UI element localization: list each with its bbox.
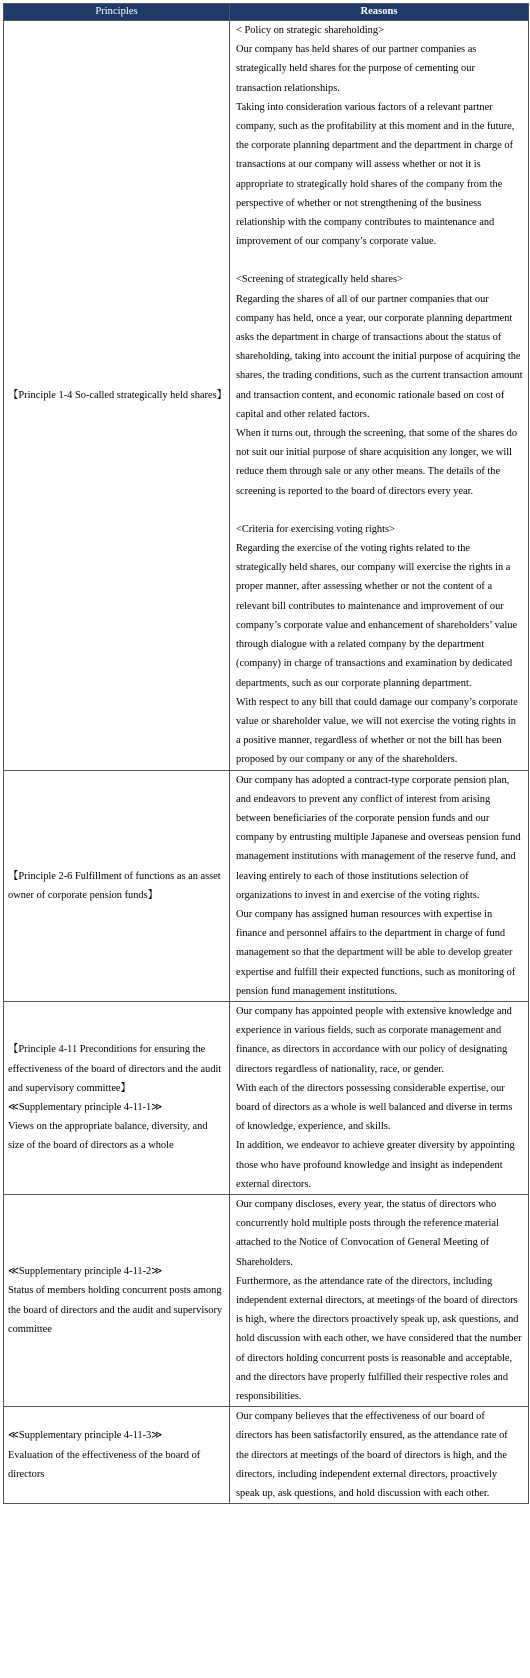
principle-text: Evaluation of the effectiveness of the board of directors (8, 1449, 201, 1480)
principles-reasons-table (3, 3, 529, 1504)
reason-paragraph: Our company has assigned human resources with expertise in finance and personnel affairs to the department in charge of fund management so that the department will be able to develop greater expertise and fulfill their expected functions, such as monitoring of pension fund management institutions. (236, 908, 516, 997)
reason-paragraph: Our company has appointed people with extensive knowledge and experience in various fields, such as corporate management and finance, as directors in accordance with our policy of designating directors regardless of nationality, race, or gender. (236, 1005, 512, 1075)
reasons-cell (230, 1194, 529, 1406)
principle-text: ≪Supplementary principle 4-11-3≫ (8, 1430, 163, 1442)
reasons-cell (230, 770, 529, 1001)
reason-paragraph: <Criteria for exercising voting rights> (236, 523, 395, 535)
reason-paragraph: < Policy on strategic shareholding> (236, 25, 384, 36)
governance-table-container (3, 3, 528, 1504)
principle-text: ≪Supplementary principle 4-11-1≫ (8, 1101, 163, 1113)
reason-paragraph: Regarding the shares of all of our partner companies that our company has held, once a year, our corporate planning department asks the department in charge of transactions about the status of shareholding, taking into account the initial purpose of acquiring the shares, the trading conditions, such as the current transaction amount and transaction content, and economic rationale based on cost of capital and other related factors. (236, 293, 523, 420)
table-row (4, 1194, 529, 1406)
reason-paragraph: Our company has adopted a contract-type corporate pension plan, and endeavors to prevent any conflict of interest from arising between beneficiaries of the corporate pension funds and our company by entrusting multiple Japanese and overseas pension fund management institutions with management of the reserve fund, and leaving entirely to each of those institutions selection of organizations to invest in and exercise of the voting rights. (236, 774, 521, 901)
principle-cell (4, 1194, 230, 1406)
reason-paragraph: When it turns out, through the screening, that some of the shares do not suit our initial purpose of share acquisition any longer, we will reduce them through sale or any other means. The details of the screening is reported to the board of directors every year. (236, 428, 518, 497)
table-row (4, 1407, 529, 1504)
reasons-column-header: Reasons (230, 4, 529, 21)
principle-text: Views on the appropriate balance, diversity, and size of the board of directors as a whole (8, 1121, 208, 1152)
principle-cell (4, 770, 230, 1001)
reason-paragraph: Our company believes that the effectiveness of our board of directors has been satisfactorily ensured, as the attendance rate of the directors at meetings of the board of directors is high, and the directors, including independent external directors, proactively speak up, ask questions, and hold discussion with each other. (236, 1411, 508, 1500)
reason-paragraph: Our company has held shares of our partner companies as strategically held shares for the purpose of cementing our transaction relationships. (236, 44, 477, 94)
principle-text: 【Principle 2-6 Fulfillment of functions as an asset owner of corporate pension funds】 (8, 870, 221, 901)
principle-cell (4, 1407, 230, 1504)
table-body (4, 21, 529, 1504)
table-row (4, 1001, 529, 1194)
principles-column-header: Principles (4, 4, 230, 21)
reason-paragraph: In addition, we endeavor to achieve greater diversity by appointing those who have profound knowledge and insight as independent external directors. (236, 1140, 515, 1190)
paragraph-gap (236, 501, 523, 520)
reason-paragraph: Regarding the exercise of the voting rights related to the strategically held shares, our company will exercise the rights in a proper manner, after assessing whether or not the content of a relevant bill contributes to maintenance and improvement of our company’s corporate value and enhancement of shareholders’ value through dialogue with a related company by the department (company) in charge of transactions and examination by dedicated departments, such as our corporate planning department. (236, 543, 518, 689)
reason-paragraph: Our company discloses, every year, the status of directors who concurrently hold multiple posts through the reference material attached to the Notice of Convocation of General Meeting of Shareholders. (236, 1198, 499, 1268)
table-header-row (4, 4, 529, 21)
principle-text: 【Principle 1-4 So-called strategically held shares】 (8, 389, 228, 401)
paragraph-gap (236, 251, 523, 270)
reasons-cell (230, 21, 529, 771)
table-row (4, 770, 529, 1001)
reasons-cell (230, 1407, 529, 1504)
principle-text: Status of members holding concurrent posts among the board of directors and the audit and supervisory committee (8, 1285, 223, 1335)
reason-paragraph: With each of the directors possessing considerable expertise, our board of directors as a whole is well balanced and diverse in terms of knowledge, experience, and skills. (236, 1082, 513, 1133)
principle-text: ≪Supplementary principle 4-11-2≫ (8, 1266, 163, 1278)
reason-paragraph: Furthermore, as the attendance rate of the directors, including independent external directors, at meetings of the board of directors is high, where the directors proactively speak up, ask questions, and hold discussion with each other, we have considered that the number of directors holding concurrent posts is reasonable and acceptable, and the directors have properly fulfilled their respective roles and responsibilities. (236, 1275, 522, 1403)
principle-text: 【Principle 4-11 Preconditions for ensuring the effectiveness of the board of directors and the audit and supervisory committee】 (8, 1044, 222, 1094)
reasons-cell (230, 1001, 529, 1194)
reason-paragraph: <Screening of strategically held shares> (236, 274, 403, 286)
principle-cell (4, 21, 230, 771)
reason-paragraph: Taking into consideration various factors of a relevant partner company, such as the profitability at this moment and in the future, the corporate planning department and the department in charge of transactions at our company will assess whether or not it is appropriate to strategically hold shares of the company from the perspective of whether or not strengthening of the business relationship with the company contributes to maintenance and improvement of our company’s corporate value. (236, 101, 515, 248)
principle-cell (4, 1001, 230, 1194)
table-row (4, 21, 529, 771)
reason-paragraph: With respect to any bill that could damage our company’s corporate value or shareholder value, we will not exercise the voting rights in a positive manner, regardless of whether or not the bill has been proposed by our company or any of the shareholders. (236, 696, 518, 766)
